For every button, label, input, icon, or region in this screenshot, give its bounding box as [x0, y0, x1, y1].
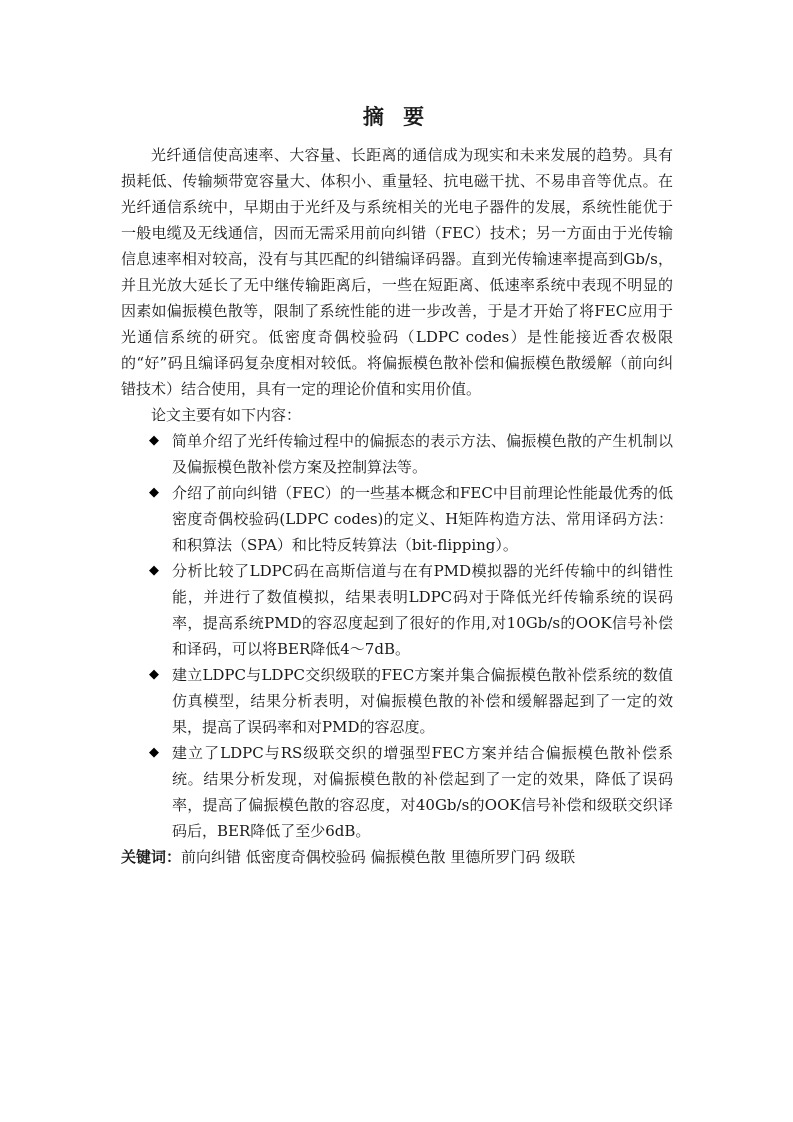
list-item: [121, 662, 673, 740]
list-item: [121, 740, 673, 844]
list-item-text: 分析比较了LDPC码在高斯信道与在有PMD模拟器的光纤传输中的纠错性能，并进行了数值模拟，结果表明LDPC码对于降低光纤传输系统的误码率，提高系统PMD的容忍度起到了很好的作用,对10Gb/s的OOK信号补偿和译码，可以将BER降低4～7dB。: [172, 562, 673, 658]
list-item: [121, 480, 673, 558]
keywords-label: 关键词：: [121, 848, 182, 866]
diamond-bullet-icon: ◆: [149, 563, 159, 578]
list-item-text: 建立LDPC与LDPC交织级联的FEC方案并集合偏振模色散补偿系统的数值仿真模型，结果分析表明，对偏振模色散的补偿和缓解器起到了一定的效果，提高了误码率和对PMD的容忍度。: [172, 666, 673, 736]
diamond-bullet-icon: ◆: [149, 745, 159, 760]
abstract-paragraph: 光纤通信使高速率、大容量、长距离的通信成为现实和未来发展的趋势。具有损耗低、传输频带宽容量大、体积小、重量轻、抗电磁干扰、不易串音等优点。在光纤通信系统中，早期由于光纤及与系统相关的光电子器件的发展，系统性能优于一般电缆及无线通信，因而无需采用前向纠错（FEC）技术；另一方面由于光传输信息速率相对较高，没有与其匹配的纠错编译码器。直到光传输速率提高到Gb/s，并且光放大延长了无中继传输距离后，一些在短距离、低速率系统中表现不明显的因素如偏振模色散等，限制了系统性能的进一步改善，于是才开始了将FEC应用于光通信系统的研究。低密度奇偶校验码（LDPC codes）是性能接近香农极限的“好”码且编译码复杂度相对较低。将偏振模色散补偿和偏振模色散缓解（前向纠错技术）结合使用，具有一定的理论价值和实用价值。: [121, 146, 673, 398]
list-item: [121, 428, 673, 480]
list-item: [121, 558, 673, 662]
list-item-text: 介绍了前向纠错（FEC）的一些基本概念和FEC中目前理论性能最优秀的低密度奇偶校验码(LDPC codes)的定义、H矩阵构造方法、常用译码方法：和积算法（SPA）和比特反转算法（bit-flipping）。: [172, 484, 673, 554]
list-item-text: 简单介绍了光纤传输过程中的偏振态的表示方法、偏振模色散的产生机制以及偏振模色散补偿方案及控制算法等。: [172, 432, 673, 476]
keywords-line: [121, 844, 673, 870]
diamond-bullet-icon: ◆: [149, 485, 159, 500]
contents-list: [121, 428, 673, 844]
keywords-text: 前向纠错 低密度奇偶校验码 偏振模色散 里德所罗门码 级联: [181, 848, 576, 866]
list-item-text: 建立了LDPC与RS级联交织的增强型FEC方案并结合偏振模色散补偿系统。结果分析发现，对偏振模色散的补偿起到了一定的效果，降低了误码率，提高了偏振模色散的容忍度，对40Gb/s的OOK信号补偿和级联交织译码后，BER降低了至少6dB。: [172, 744, 673, 840]
page-title: 摘 要: [362, 105, 431, 129]
diamond-bullet-icon: ◆: [149, 433, 159, 448]
contents-intro: 论文主要有如下内容：: [151, 406, 302, 424]
abstract-body: [121, 142, 673, 870]
diamond-bullet-icon: ◆: [149, 667, 159, 682]
